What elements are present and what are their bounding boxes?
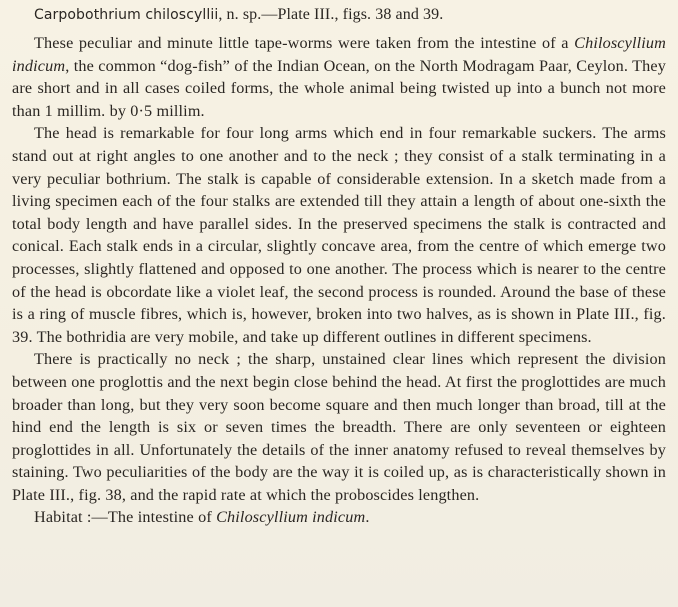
- species-name: Carpobothrium chiloscyllii: [34, 7, 219, 23]
- paragraph-introduction-end: , the common “dog-fish” of the Indian Ocean, on the North Modragam Paar, Ceylon. They are short and in all cases coiled forms, the whole animal being twisted up into a bunch not more than 1 millim. by 0·5 millim.: [12, 56, 666, 120]
- species-heading: [34, 4, 666, 26]
- paragraph-introduction: [12, 32, 666, 122]
- habitat-host-name: Chiloscyllium indicum: [216, 508, 366, 527]
- paragraph-introduction-start: These peculiar and minute little tape-worms were taken from the intestine of a: [34, 34, 575, 52]
- habitat-label: Habitat :—The intestine of: [34, 508, 217, 527]
- host-species-name: Chiloscyllium indicum: [12, 34, 666, 75]
- habitat-line: [12, 506, 666, 529]
- habitat-end: .: [365, 508, 370, 527]
- paragraph-proglottides: There is practically no neck ; the sharp, unstained clear lines which represent the division between one proglottis and the next begin close behind the head. At first the proglottides are much broader than long, but they very soon become square and then much longer than broad, till at the hind end the length is six or seven times the breadth. There are only seventeen or eighteen proglottides in all. Unfortunately the details of the inner anatomy refused to reveal themselves by staining. Two peculiarities of the body are the way it is coiled up, as is characteristically shown in Plate III., fig. 38, and the rapid rate at which the proboscides lengthen.: [12, 350, 666, 504]
- paragraph-head-description: The head is remarkable for four long arms which end in four remarkable suckers. The arms stand out at right angles to one another and to the neck ; they consist of a stalk terminating in a very peculiar bothrium. The stalk is capable of considerable extension. In a sketch made from a living specimen each of the four stalks are extended till they attain a length of about one-sixth the total body length and have parallel sides. In the preserved specimens the stalk is contracted and conical. Each stalk ends in a circular, slightly concave area, from the centre of which emerge two processes, slightly flattened and opposed to one another. The process which is nearer to the centre of the head is obcordate like a violet leaf, the second process is rounded. Around the base of these is a ring of muscle fibres, which is, however, broken into two halves, as is shown in Plate III., fig. 39. The bothridia are very mobile, and take up different outlines in different specimens.: [12, 124, 666, 346]
- species-heading-rest: , n. sp.—Plate III., figs. 38 and 39.: [218, 6, 444, 23]
